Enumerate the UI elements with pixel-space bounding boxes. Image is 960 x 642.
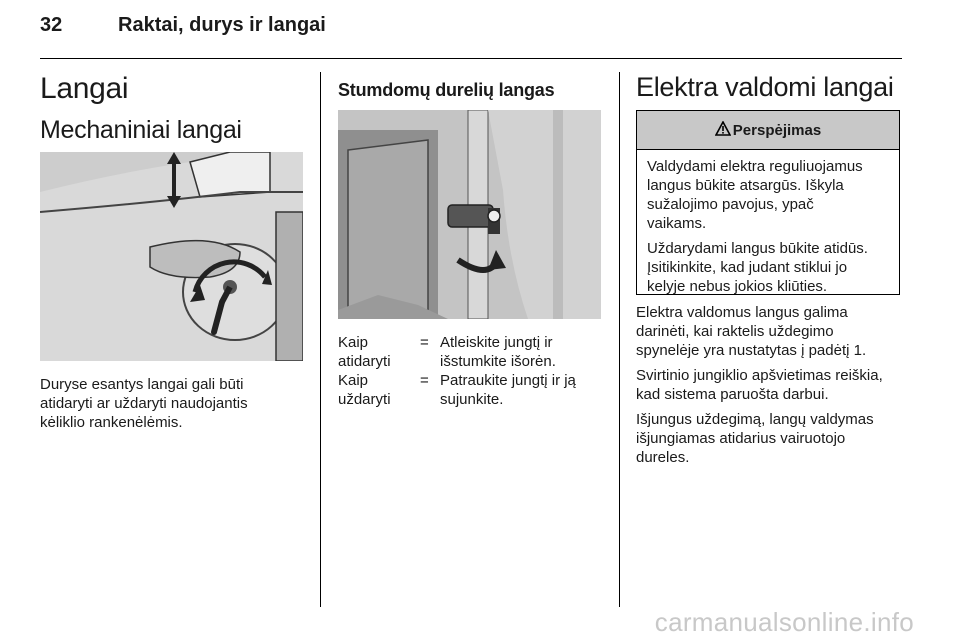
warning-text: Valdydami elektra reguliuojamus langus būkite atsargūs. Iškyla sužalojimo pavojus, ypač vaikams. Uždarydami langus būkite atidūs. Įsitikinkite, kad judant stiklui jo kelyje nebus jokios kliūties. [647, 158, 868, 295]
column-divider-right [619, 72, 620, 607]
paragraph-switch-light: Svirtinio jungiklio apšvietimas reiškia, kad sistema paruošta darbui. [636, 367, 883, 403]
heading-mechaniniai-langai: Mechaniniai langai [40, 116, 242, 144]
window-crank-illustration [40, 152, 303, 361]
instruction-row-close: Kaip uždaryti = Patraukite jungtį ir ją sujunkite. [338, 372, 576, 408]
paragraph-ignition-off: Išjungus uždegimą, langų valdymas išjungiamas atidarius vairuotojo dureles. [636, 411, 874, 466]
column-divider-left [320, 72, 321, 607]
page-number: 32 [40, 14, 63, 36]
power-windows-text [636, 303, 908, 473]
section-title: Raktai, durys ir langai [118, 14, 326, 36]
heading-power-windows: Elektra valdomi langai [636, 72, 894, 102]
heading-langai: Langai [40, 72, 129, 105]
heading-sliding-door-window: Stumdomų durelių langas [338, 80, 555, 100]
warning-triangle-icon [715, 121, 731, 140]
paragraph-ignition: Elektra valdomus langus galima darinėti, kai raktelis uždegimo spynelėje yra nustatytas į padėtį 1. [636, 304, 867, 359]
warning-title: Perspėjimas [732, 121, 822, 139]
sliding-window-instructions [338, 333, 603, 409]
warning-header [637, 111, 899, 150]
instruction-row-open: Kaip atidaryti = Atleiskite jungtį ir išstumkite išorėn. [338, 334, 556, 370]
header-rule [40, 58, 902, 59]
watermark: carmanualsonline.info [654, 607, 914, 637]
sliding-window-latch-illustration [338, 110, 601, 319]
mechanical-windows-text: Duryse esantys langai gali būti atidaryti ar uždaryti naudojantis kėliklio rankenėlėmis. [40, 376, 248, 431]
warning-box [636, 110, 900, 295]
